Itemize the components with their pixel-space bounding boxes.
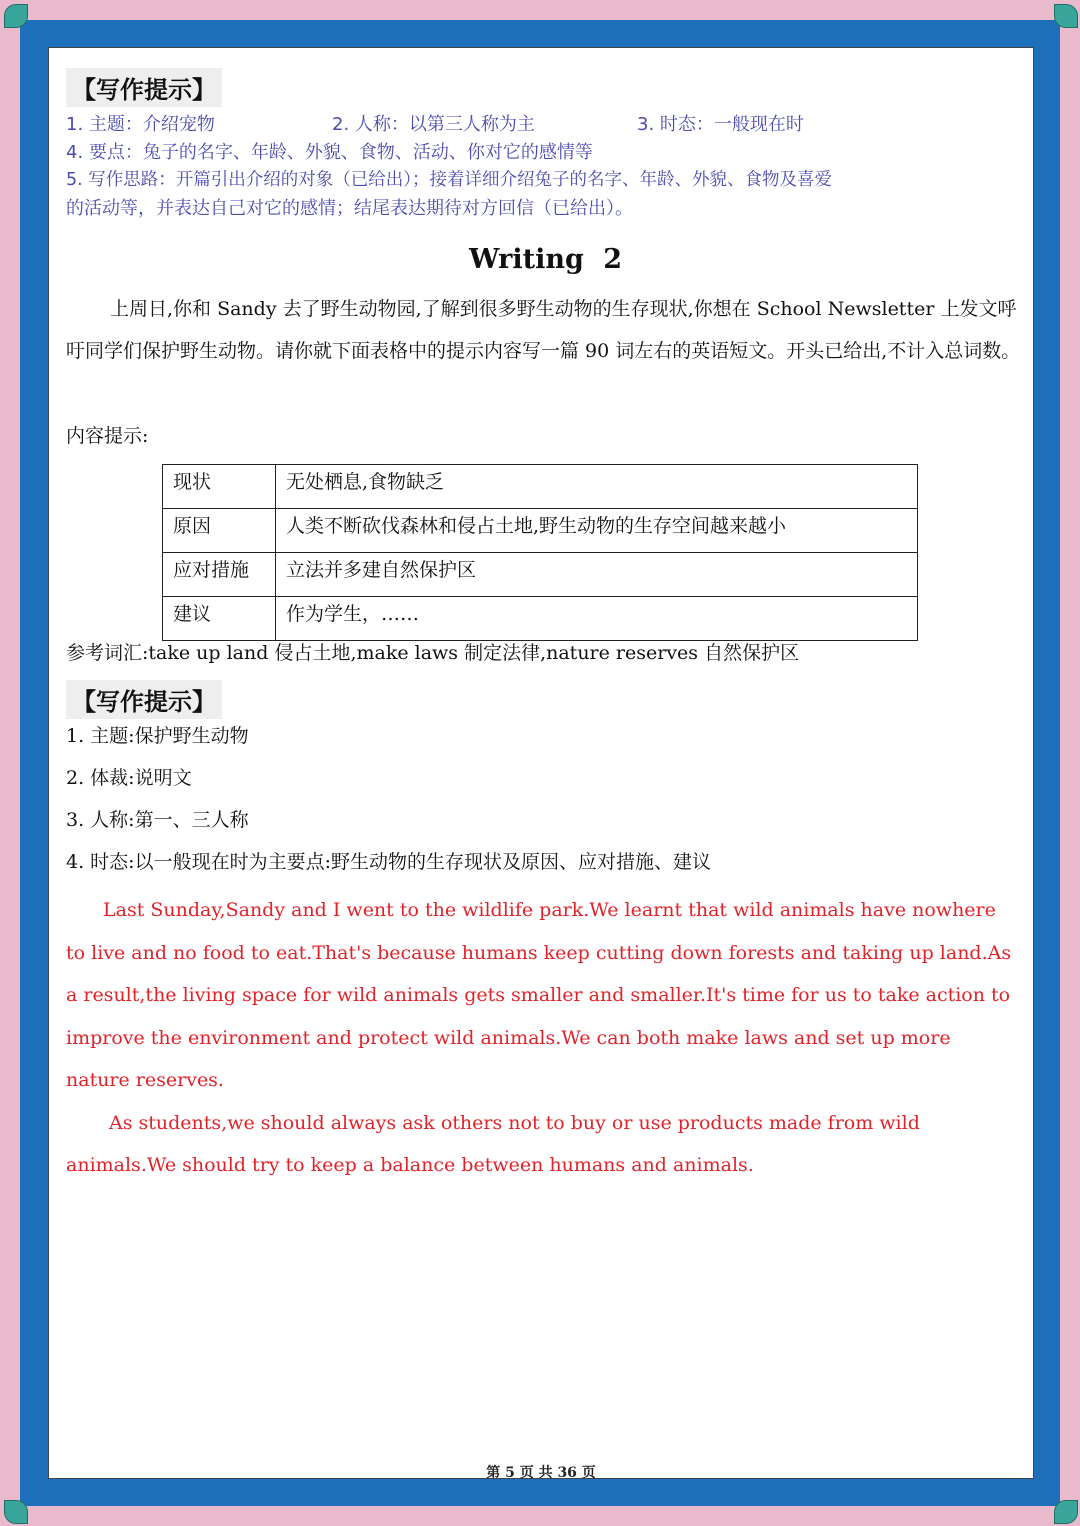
writing-title: Writing 2 xyxy=(469,244,623,275)
hint-person: 2. 人称：以第三人称为主 xyxy=(332,114,535,135)
tip-item-topic: 1. 主题:保护野生动物 xyxy=(66,725,249,747)
section1-heading: 【写作提示】 xyxy=(66,68,222,107)
corner-ornament-top-right xyxy=(1054,4,1078,28)
hint-approach-line2: 的活动等，并表达自己对它的感情；结尾表达期待对方回信（已给出）。 xyxy=(66,198,633,219)
hint-tense: 3. 时态：一般现在时 xyxy=(637,114,804,135)
table-key: 现状 xyxy=(163,465,276,509)
table-key: 应对措施 xyxy=(163,553,276,597)
corner-ornament-bottom-left xyxy=(4,1500,28,1524)
corner-ornament-top-left xyxy=(4,4,28,28)
table-row xyxy=(163,465,918,509)
hint-topic: 1. 主题：介绍宠物 xyxy=(66,114,215,135)
table-value: 无处栖息,食物缺乏 xyxy=(276,465,918,509)
table-key: 建议 xyxy=(163,597,276,641)
model-essay xyxy=(66,889,1016,1187)
table-row xyxy=(163,597,918,641)
tip-item-person: 3. 人称:第一、三人称 xyxy=(66,809,249,831)
writing-prompt: 上周日,你和 Sandy 去了野生动物园,了解到很多野生动物的生存现状,你想在 School Newsletter 上发文呼吁同学们保护野生动物。请你就下面表格中的提示内容写一篇 90 词左右的英语短文。开头已给出,不计入总词数。 xyxy=(66,298,1021,362)
table-value: 作为学生，…… xyxy=(276,597,918,641)
table-row xyxy=(163,509,918,553)
essay-paragraph-2: As students,we should always ask others not to buy or use products made from wild animals.We should try to keep a balance between humans and animals. xyxy=(66,1111,920,1176)
page-number: 第 5 页 共 36 页 xyxy=(486,1465,596,1481)
content-label: 内容提示: xyxy=(66,425,149,447)
hint-approach-line1: 5. 写作思路：开篇引出介绍的对象（已给出）；接着详细介绍兔子的名字、年龄、外貌、食物及喜爱 xyxy=(66,170,833,190)
essay-paragraph-1: Last Sunday,Sandy and I went to the wildlife park.We learnt that wild animals have nowhere to live and no food to eat.That's because humans keep cutting down forests and taking up land.As a result,the living space for wild animals gets smaller and smaller.It's time for us to take action to improve the environment and protect wild animals.We can both make laws and set up more nature reserves. xyxy=(66,899,1012,1091)
tip-item-genre: 2. 体裁:说明文 xyxy=(66,767,192,789)
vocab-reference: 参考词汇:take up land 侵占土地,make laws 制定法律,nature reserves 自然保护区 xyxy=(66,642,800,664)
corner-ornament-bottom-right xyxy=(1054,1500,1078,1524)
table-value: 立法并多建自然保护区 xyxy=(276,553,918,597)
document-page xyxy=(48,47,1034,1479)
table-row xyxy=(163,553,918,597)
section2-heading: 【写作提示】 xyxy=(66,680,222,719)
tip-item-tense: 4. 时态:以一般现在时为主要点:野生动物的生存现状及原因、应对措施、建议 xyxy=(66,851,711,873)
table-key: 原因 xyxy=(163,509,276,553)
hint-points: 4. 要点：兔子的名字、年龄、外貌、食物、活动、你对它的感情等 xyxy=(66,142,593,163)
table-value: 人类不断砍伐森林和侵占土地,野生动物的生存空间越来越小 xyxy=(276,509,918,553)
content-table xyxy=(162,464,918,641)
